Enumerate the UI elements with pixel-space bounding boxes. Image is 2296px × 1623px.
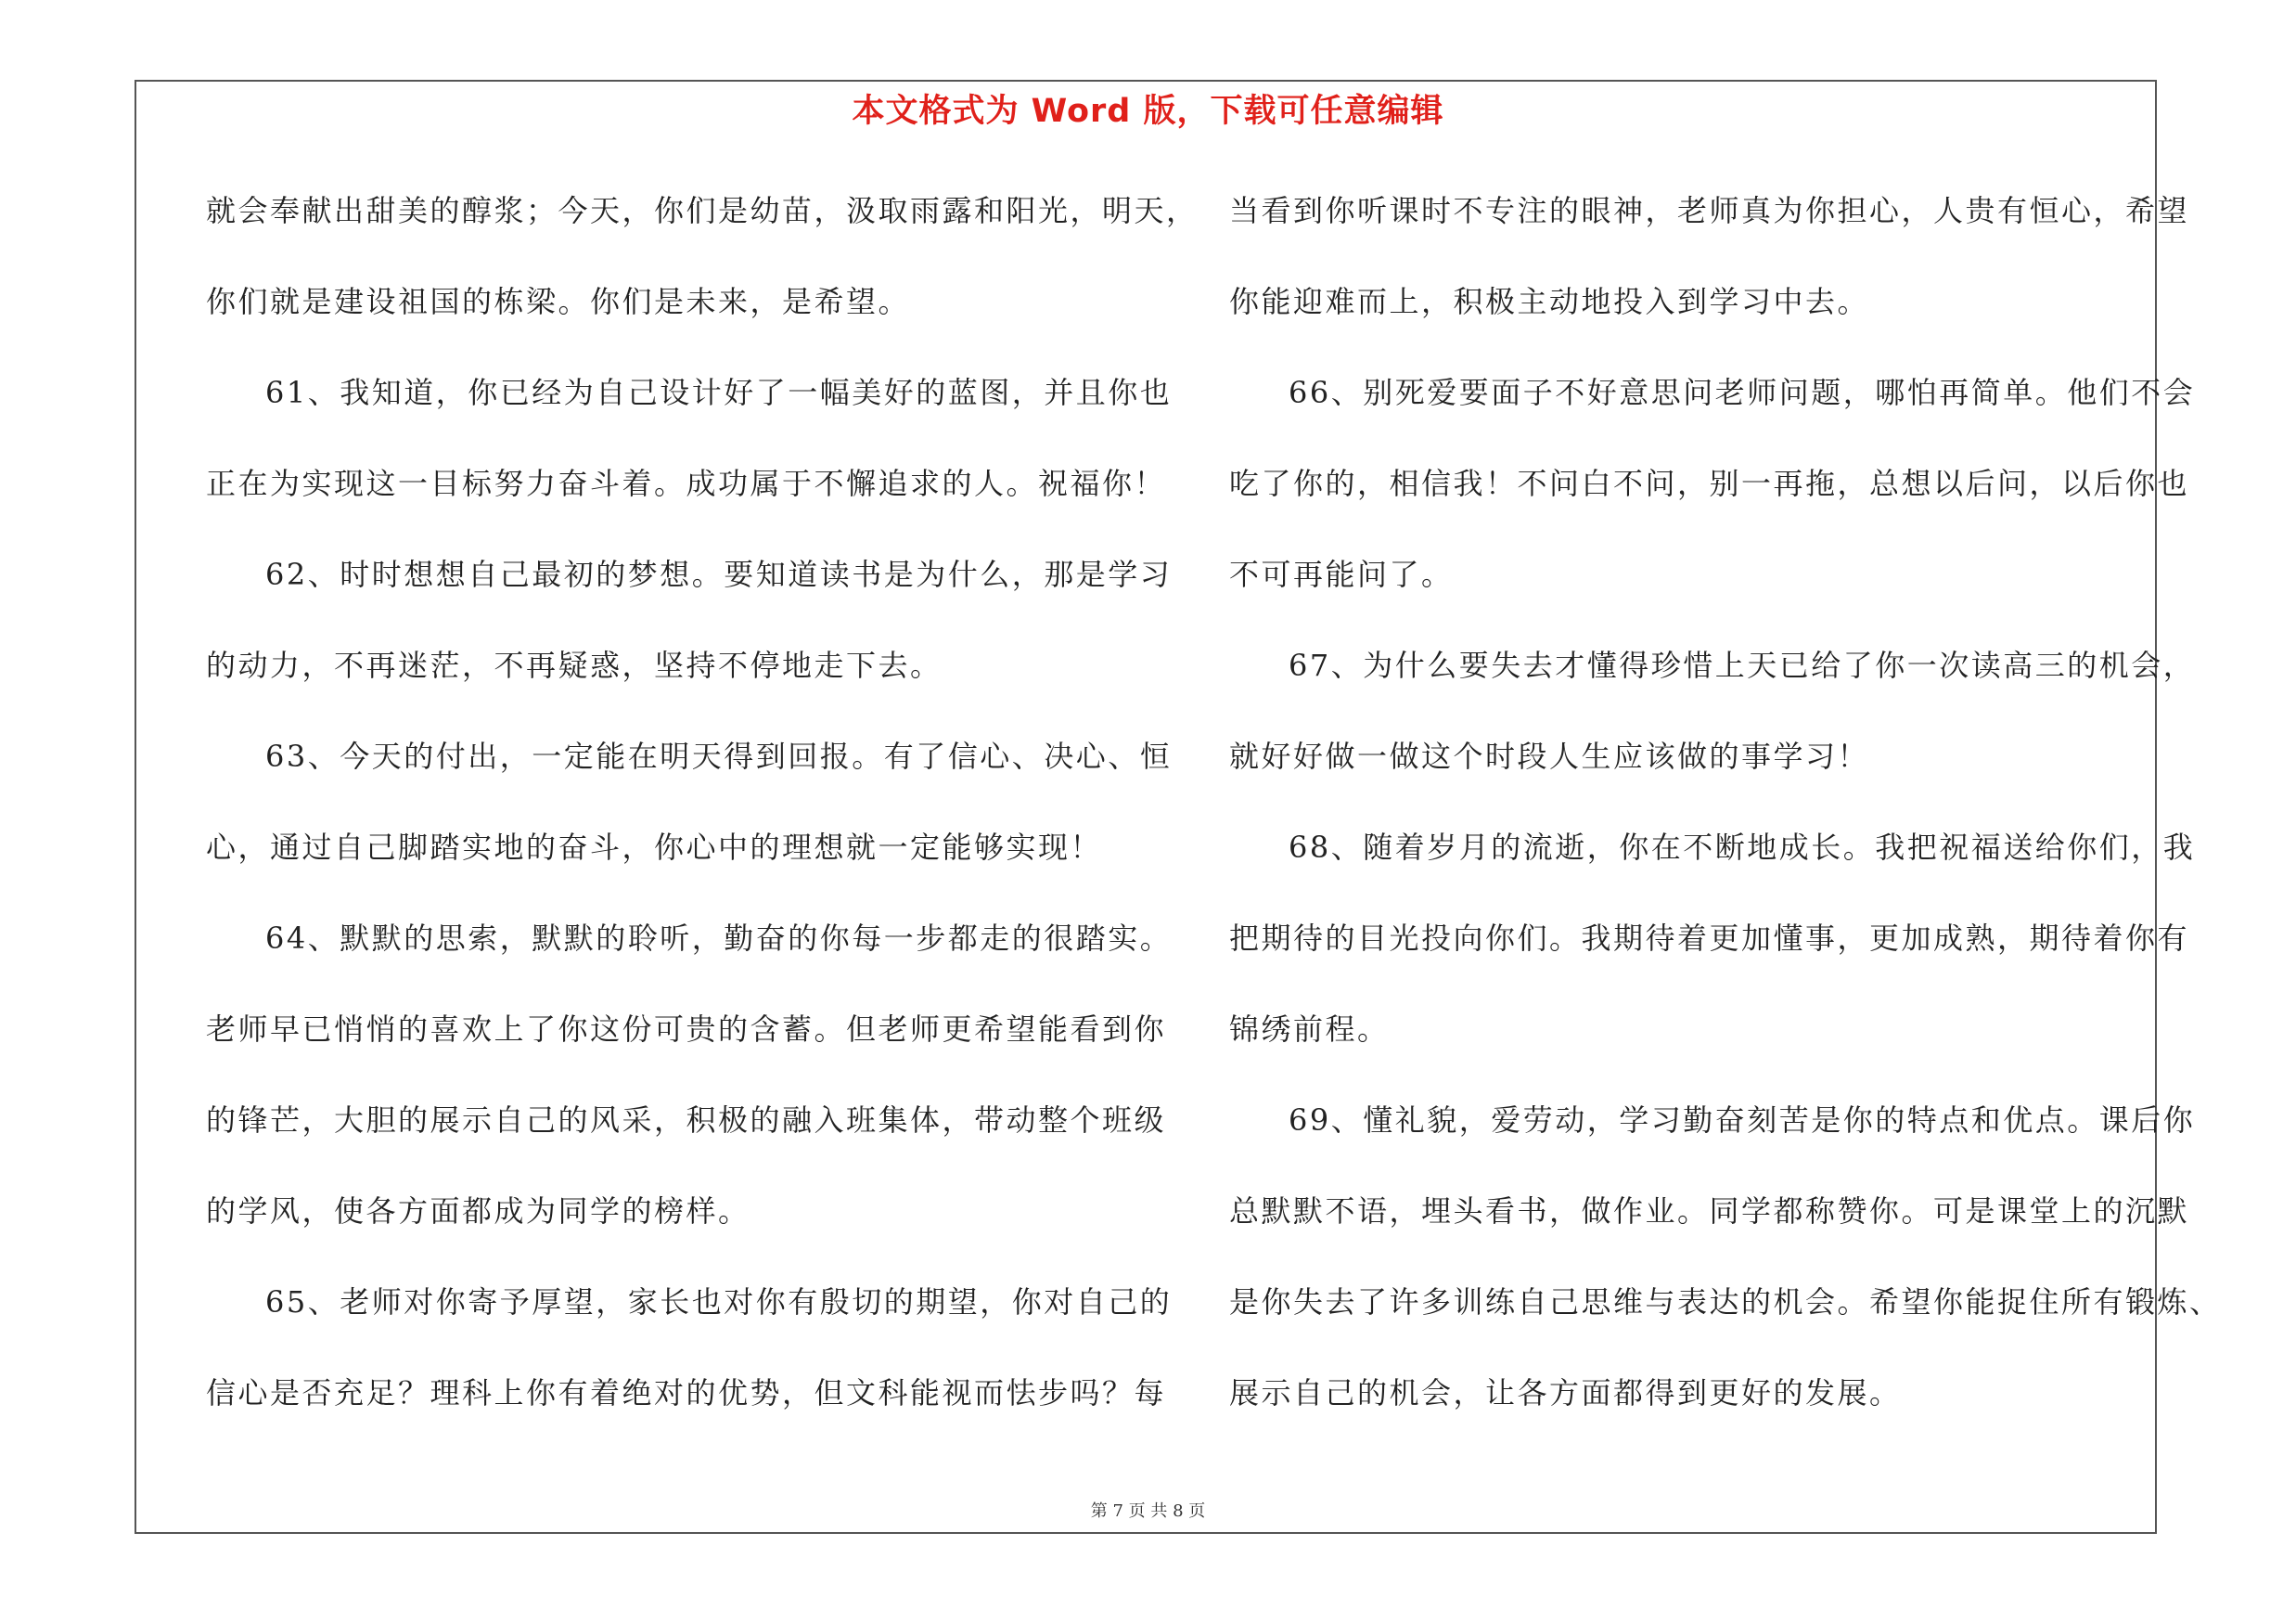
text-line: 吃了你的，相信我！不问白不问，别一再拖，总想以后问，以后你也 xyxy=(1229,466,2190,501)
text-line: 62、时时想想自己最初的梦想。要知道读书是为什么，那是学习 xyxy=(265,557,1173,592)
text-line: 你们就是建设祖国的栋梁。你们是未来，是希望。 xyxy=(206,284,911,319)
text-line: 是你失去了许多训练自己思维与表达的机会。希望你能捉住所有锻炼、 xyxy=(1229,1284,2222,1320)
text-line: 69、懂礼貌，爱劳动，学习勤奋刻苦是你的特点和优点。课后你 xyxy=(1289,1102,2196,1138)
text-line: 63、今天的付出，一定能在明天得到回报。有了信心、决心、恒 xyxy=(265,739,1173,774)
text-line: 正在为实现这一目标努力奋斗着。成功属于不懈追求的人。祝福你！ xyxy=(206,466,1167,501)
text-line: 的动力，不再迷茫，不再疑惑，坚持不停地走下去。 xyxy=(206,648,943,683)
text-line: 总默默不语，埋头看书，做作业。同学都称赞你。可是课堂上的沉默 xyxy=(1229,1193,2190,1229)
text-line: 心，通过自己脚踏实地的奋斗，你心中的理想就一定能够实现！ xyxy=(206,830,1103,865)
text-line: 64、默默的思索，默默的聆听，勤奋的你每一步都走的很踏实。 xyxy=(265,921,1173,956)
text-line: 66、别死爱要面子不好意思问老师问题，哪怕再简单。他们不会 xyxy=(1289,375,2196,410)
text-line: 老师早已悄悄的喜欢上了你这份可贵的含蓄。但老师更希望能看到你 xyxy=(206,1011,1167,1047)
text-line: 信心是否充足？理科上你有着绝对的优势，但文科能视而怯步吗？每 xyxy=(206,1375,1167,1410)
left-text-column xyxy=(206,186,1199,1459)
right-text-column xyxy=(1229,186,2222,1459)
page-footer: 第 7 页 共 8 页 xyxy=(1090,1501,1206,1521)
text-line: 锦绣前程。 xyxy=(1229,1011,1390,1047)
text-line: 把期待的目光投向你们。我期待着更加懂事，更加成熟，期待着你有 xyxy=(1229,921,2190,956)
text-line: 65、老师对你寄予厚望，家长也对你有殷切的期望，你对自己的 xyxy=(265,1284,1173,1320)
text-line: 当看到你听课时不专注的眼神，老师真为你担心，人贵有恒心，希望 xyxy=(1229,193,2190,228)
text-line: 就好好做一做这个时段人生应该做的事学习！ xyxy=(1229,739,1870,774)
text-line: 的学风，使各方面都成为同学的榜样。 xyxy=(206,1193,750,1229)
text-line: 不可再能问了。 xyxy=(1229,557,1454,592)
text-line: 展示自己的机会，让各方面都得到更好的发展。 xyxy=(1229,1375,1902,1410)
text-line: 61、我知道，你已经为自己设计好了一幅美好的蓝图，并且你也 xyxy=(265,375,1173,410)
text-line: 的锋芒，大胆的展示自己的风采，积极的融入班集体，带动整个班级 xyxy=(206,1102,1167,1138)
text-line: 你能迎难而上，积极主动地投入到学习中去。 xyxy=(1229,284,1870,319)
document-banner: 本文格式为 Word 版，下载可任意编辑 xyxy=(852,93,1444,130)
text-line: 就会奉献出甜美的醇浆；今天，你们是幼苗，汲取雨露和阳光，明天， xyxy=(206,193,1199,228)
text-line: 68、随着岁月的流逝，你在不断地成长。我把祝福送给你们，我 xyxy=(1289,830,2196,865)
text-line: 67、为什么要失去才懂得珍惜上天已给了你一次读高三的机会， xyxy=(1289,648,2196,683)
